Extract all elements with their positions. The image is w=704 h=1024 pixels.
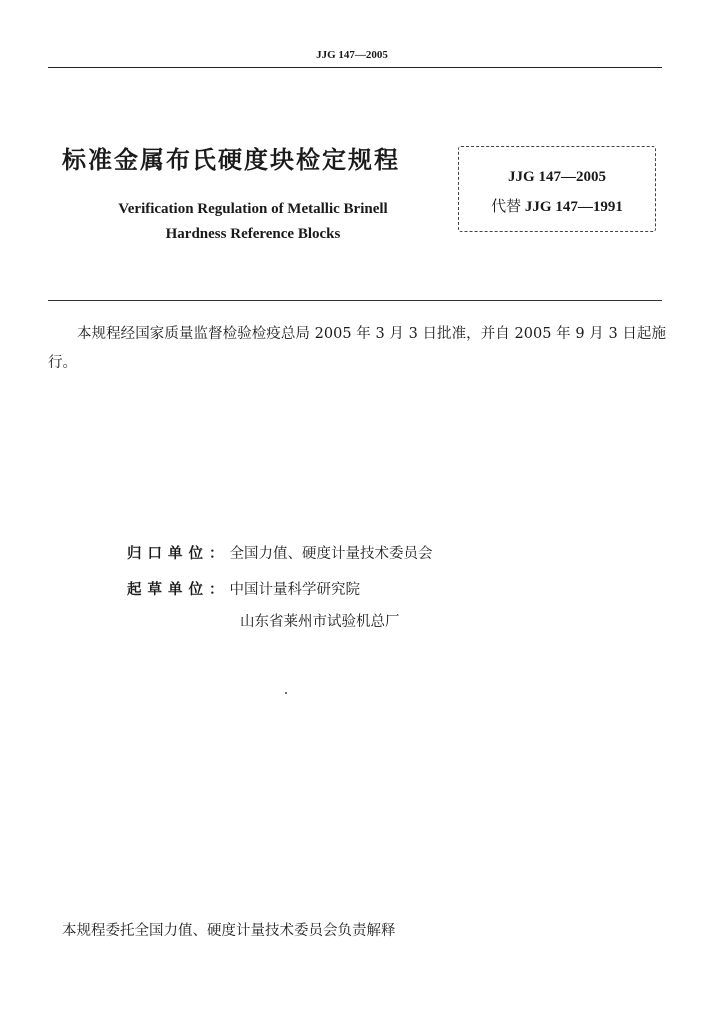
title-english-line1: Verification Regulation of Metallic Brinell xyxy=(118,201,388,217)
replaced-code: JJG 147—1991 xyxy=(524,199,623,215)
drafting-unit-value-1: 中国计量科学研究院 xyxy=(229,582,360,598)
code-box xyxy=(458,146,656,232)
section-rule xyxy=(48,300,662,301)
title-chinese: 标准金属布氏硬度块检定规程 xyxy=(62,146,400,174)
responsible-unit-value: 全国力值、硬度计量技术委员会 xyxy=(229,546,433,562)
header-rule xyxy=(48,67,662,68)
drafting-unit-value-2: 山东省莱州市试验机总厂 xyxy=(240,614,400,630)
title-english-line2: Hardness Reference Blocks xyxy=(165,226,341,242)
responsible-unit-row xyxy=(127,542,433,563)
replaces-prefix: 代替 xyxy=(491,199,522,215)
code-box-replaces xyxy=(458,195,656,216)
running-header-code: JJG 147—2005 xyxy=(316,49,388,61)
scan-speck xyxy=(285,692,287,694)
title-english xyxy=(62,197,444,247)
drafting-unit-row xyxy=(127,578,360,599)
standard-code: JJG 147—2005 xyxy=(508,169,606,185)
drafting-unit-label: 起草单位： xyxy=(127,582,230,598)
approval-paragraph: 本规程经国家质量监督检验检疫总局 2005 年 3 月 3 日批准，并自 2005 年 9 月 3 日起施行。 xyxy=(48,326,666,371)
responsible-unit-label: 归口单位： xyxy=(127,546,230,562)
interpretation-note: 本规程委托全国力值、硬度计量技术委员会负责解释 xyxy=(62,923,396,939)
code-box-code xyxy=(458,169,656,186)
